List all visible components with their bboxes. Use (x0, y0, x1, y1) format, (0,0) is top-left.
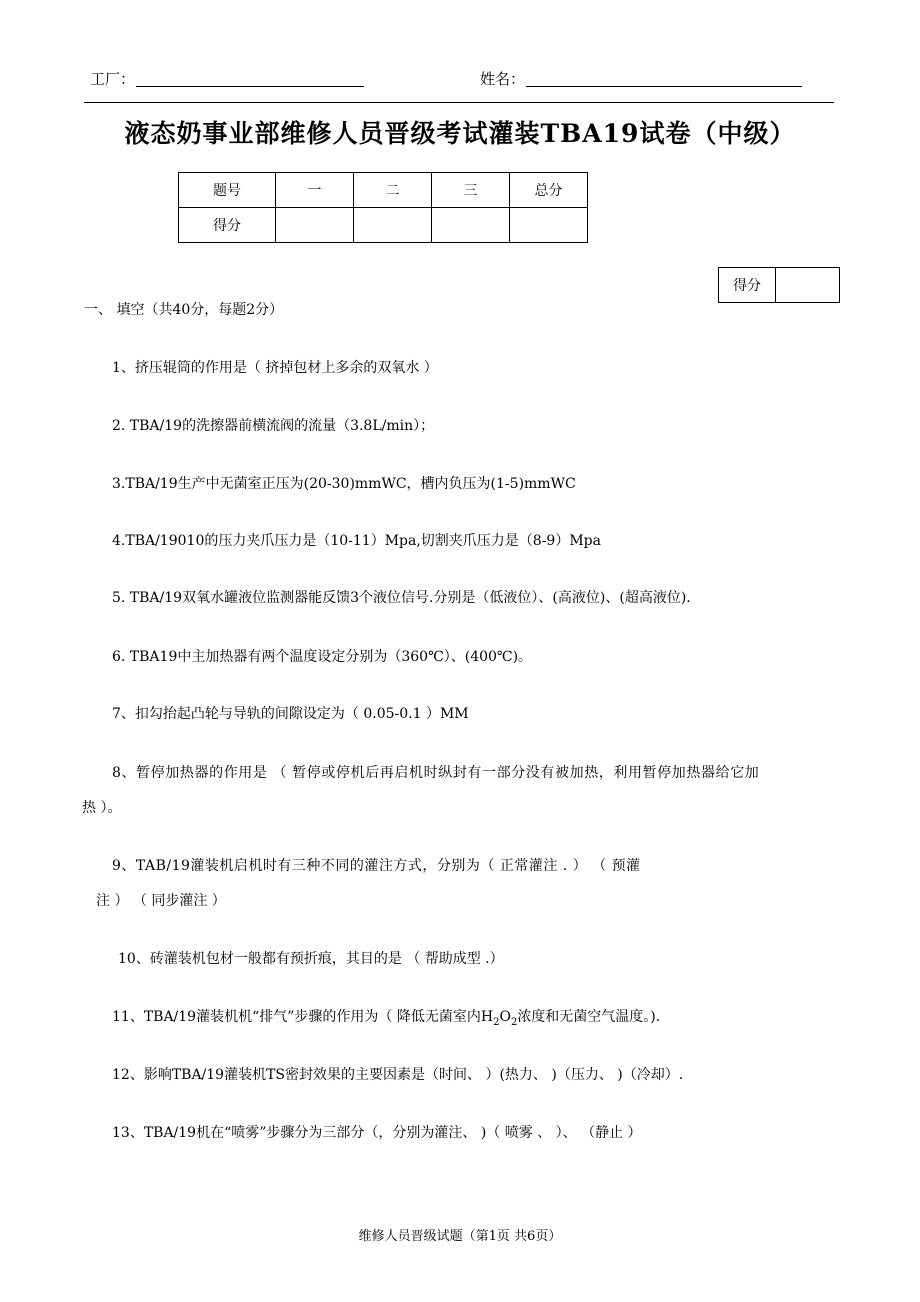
section-heading: 一、 填空（共40分，每题2分） (84, 302, 284, 318)
h2o2-h: H (480, 1009, 494, 1025)
section-score-input[interactable] (776, 268, 840, 303)
question-10: 10、砖灌装机包材一般都有预折痕，其目的是 （ 帮助成型 .） (118, 951, 504, 967)
score-input-cell[interactable] (354, 208, 432, 243)
h2o2-sub-2: 2 (510, 1016, 518, 1028)
question-6: 6. TBA19中主加热器有两个温度设定分别为（360℃）、(400℃)。 (112, 649, 533, 665)
page-title: 液态奶事业部维修人员晋级考试灌装TBA19试卷（中级） (124, 119, 796, 148)
table-header-cell: 题号 (179, 173, 276, 208)
section-score-label: 得分 (719, 268, 776, 303)
name-label: 姓名： (480, 70, 526, 88)
question-11 (112, 1006, 660, 1028)
question-8-line-1: 8、暂停加热器的作用是 （ 暂停或停机后再启机时纵封有一部分没有被加热，利用暂停加热器给它加 (112, 765, 760, 781)
question-12: 12、影响TBA/19灌装机TS密封效果的主要因素是（时间、 ）(热力、 )（压力、 )（冷却）. (112, 1067, 684, 1083)
question-3: 3.TBA/19生产中无菌室正压为(20-30)mmWC，槽内负压为(1-5)mmWC (112, 476, 576, 492)
factory-field-line[interactable] (136, 86, 364, 87)
header-divider (84, 102, 834, 103)
score-input-cell[interactable] (432, 208, 510, 243)
section-score-box (718, 267, 840, 303)
question-9-line-1: 9、TAB/19灌装机启机时有三种不同的灌注方式，分别为（ 正常灌注 . ） （ 预灌 (112, 858, 641, 874)
question-1: 1、挤压辊筒的作用是（ 挤掉包材上多余的双氧水 ） (112, 360, 438, 376)
question-13: 13、TBA/19机在“喷雾”步骤分为三部分（，分别为灌注、 )（ 喷雾 、 ）、 （静止 ） (112, 1125, 642, 1141)
name-field-line[interactable] (526, 86, 802, 87)
question-8-line-2: 热 ）。 (82, 800, 122, 816)
page-footer: 维修人员晋级试题（第1页 共6页） (358, 1229, 562, 1244)
h2o2-sub-1: 2 (493, 1016, 500, 1028)
question-9-line-2: 注 ） （ 同步灌注 ） (96, 893, 226, 909)
question-5: 5. TBA/19双氧水罐液位监测器能反馈3个液位信号.分别是（低液位）、(高液位)、(超高液位). (112, 590, 691, 606)
question-4: 4.TBA/19010的压力夹爪压力是（10-11）Mpa,切割夹爪压力是（8-9）Mpa (112, 533, 601, 549)
question-11-text-b: 浓度和无菌空气温度。). (517, 1009, 661, 1025)
question-11-text-a: 11、TBA/19灌装机机“排气”步骤的作用为（ 降低无菌室内 (112, 1009, 481, 1025)
table-header-cell: 一 (276, 173, 354, 208)
score-table-score-row (179, 208, 588, 243)
table-header-cell: 三 (432, 173, 510, 208)
score-input-cell[interactable] (276, 208, 354, 243)
question-7: 7、扣勾抬起凸轮与导轨的间隙设定为（ 0.05-0.1 ）MM (112, 706, 469, 722)
score-input-cell[interactable] (510, 208, 588, 243)
table-header-cell: 二 (354, 173, 432, 208)
question-2: 2. TBA/19的洗擦器前横流阀的流量（3.8L/min）； (112, 418, 435, 434)
score-table (178, 172, 588, 243)
h2o2-o: O (499, 1009, 511, 1025)
score-table-header-row (179, 173, 588, 208)
factory-label: 工厂： (90, 70, 136, 88)
table-header-cell: 总分 (510, 173, 588, 208)
score-row-label: 得分 (179, 208, 276, 243)
